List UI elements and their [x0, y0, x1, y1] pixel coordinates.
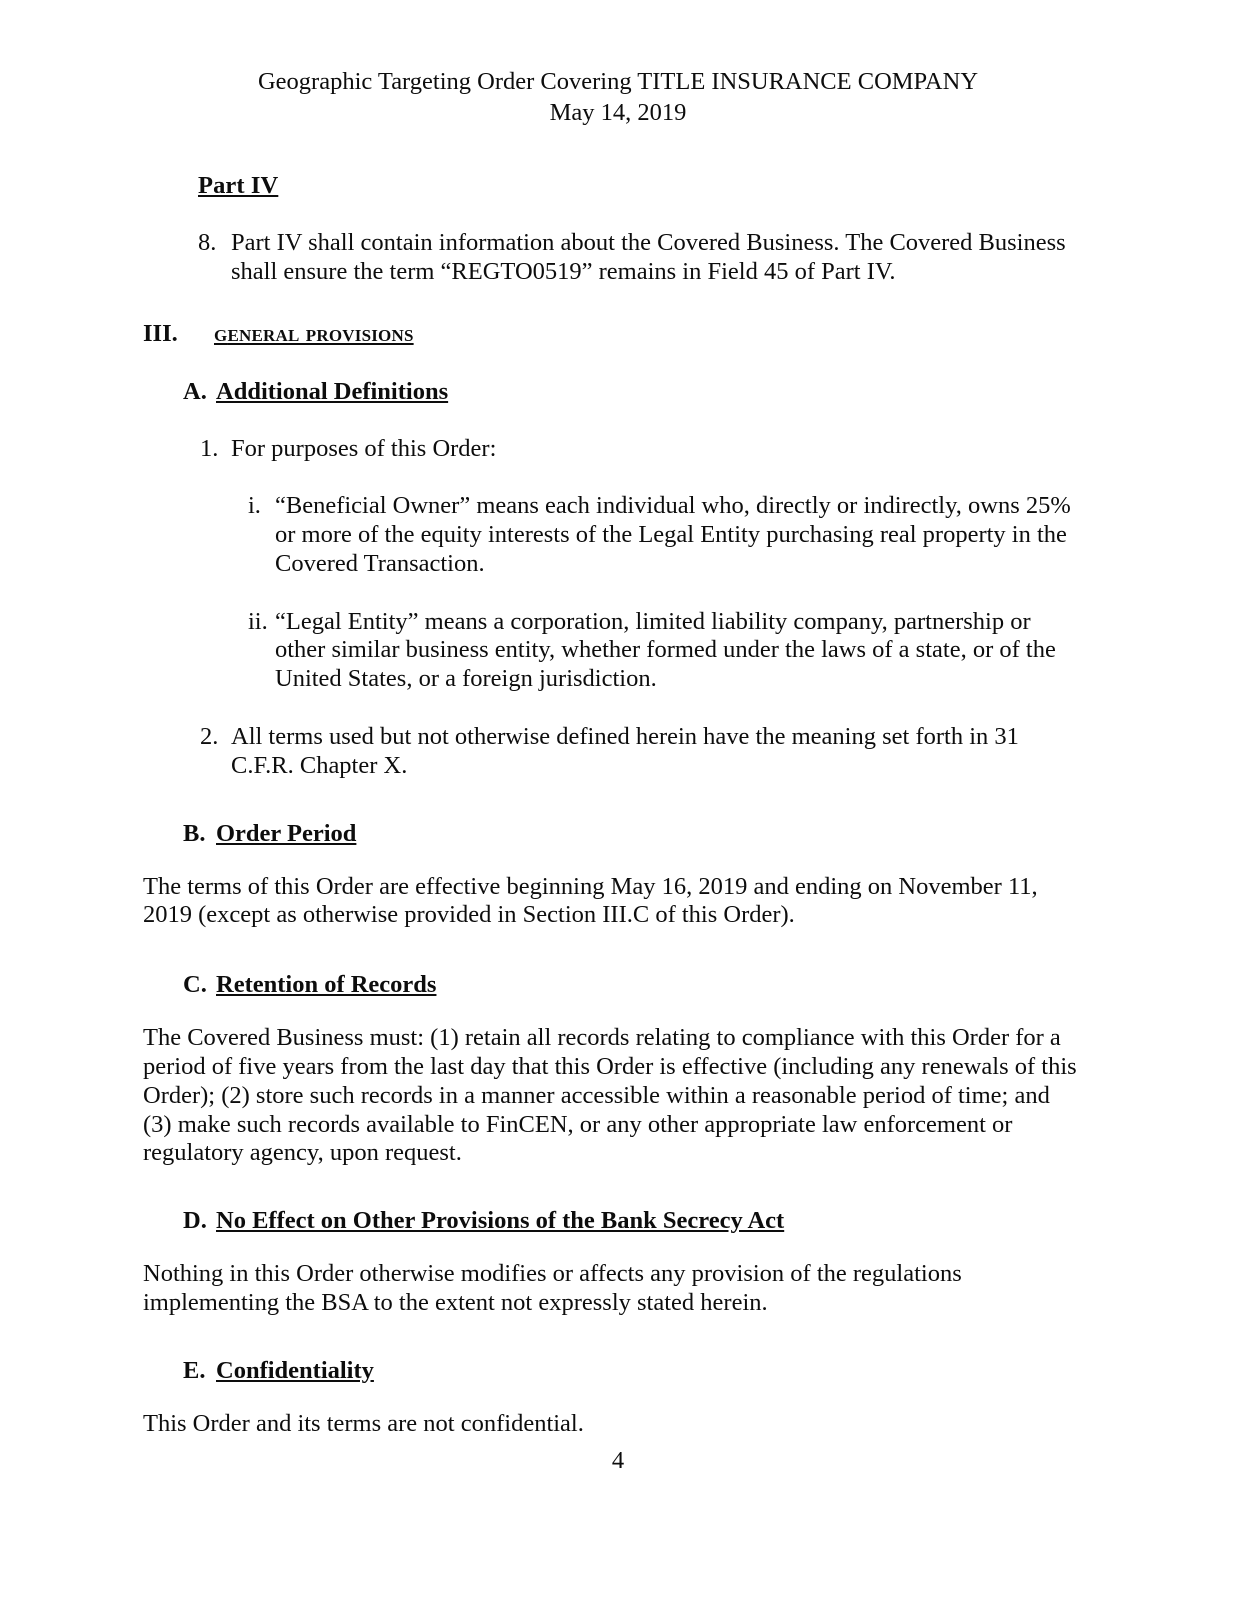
header-title-line: Geographic Targeting Order Covering TITLE INSURANCE COMPANY — [257, 68, 979, 95]
list-item-text: All terms used but not otherwise defined herein have the meaning set forth in 31 C.F.R. Chapter X. — [231, 723, 1019, 779]
list-marker: i. — [248, 492, 261, 520]
definition-item-i — [143, 492, 1078, 578]
list-item-text: For purposes of this Order: — [231, 434, 497, 462]
header-date-line: May 14, 2019 — [549, 99, 687, 127]
list-marker: ii. — [248, 607, 268, 635]
section-number: III. — [143, 319, 178, 347]
no-effect-paragraph: Nothing in this Order otherwise modifies or affects any provision of the regulations implementing the BSA to the extent not expressly stated herein. — [143, 1260, 962, 1316]
subsection-heading-b — [143, 820, 1078, 848]
document-header — [0, 66, 1236, 129]
part-iv-heading: Part IV — [198, 172, 279, 199]
list-marker: 8. — [198, 229, 217, 256]
subsection-title: No Effect on Other Provisions of the Bank Secrecy Act — [216, 1207, 785, 1235]
subsection-letter: A. — [183, 377, 207, 405]
section-heading-iii — [143, 320, 1078, 348]
subsection-title: Additional Definitions — [216, 377, 449, 405]
section-title: general provisions — [214, 319, 414, 347]
subsection-heading-a — [143, 378, 1078, 406]
list-item-2 — [143, 723, 1078, 781]
subsection-letter: D. — [183, 1207, 207, 1235]
definition-text: “Legal Entity” means a corporation, limited liability company, partnership or other similar business entity, whether formed under the laws of a state, or of the United States, or a foreign jurisdiction. — [275, 607, 1056, 693]
definition-text: “Beneficial Owner” means each individual who, directly or indirectly, owns 25% or more of the equity interests of the Legal Entity purchasing real property in the Covered Transaction. — [275, 492, 1071, 577]
subsection-heading-c — [143, 971, 1078, 999]
order-period-paragraph: The terms of this Order are effective beginning May 16, 2019 and ending on November 11, 2019 (except as otherwise provided in Section III.C of this Order). — [143, 872, 1038, 929]
list-item-8 — [143, 229, 1078, 287]
page-number: 4 — [611, 1447, 625, 1474]
subsection-letter: C. — [183, 971, 207, 999]
confidentiality-paragraph: This Order and its terms are not confidential. — [143, 1409, 584, 1437]
document-body — [143, 160, 1078, 1438]
list-item-text: Part IV shall contain information about the Covered Business. The Covered Business shall ensure the term “REGTO0519” remains in Field 45 of Part IV. — [231, 229, 1066, 285]
subsection-letter: B. — [183, 819, 206, 847]
retention-paragraph: The Covered Business must: (1) retain all records relating to compliance with this Order for a period of five years from the last day that this Order is effective (including any renewals of this Order); (2) store such records in a manner accessible within a reasonable period of time; and (3) make such records available to FinCEN, or any other appropriate law enforcement or regulatory agency, upon request. — [143, 1024, 1077, 1167]
list-marker: 1. — [200, 434, 219, 462]
definition-item-ii — [143, 608, 1078, 694]
subsection-letter: E. — [183, 1356, 206, 1384]
subsection-title: Confidentiality — [216, 1356, 374, 1384]
subsection-heading-e — [143, 1357, 1078, 1385]
subsection-title: Retention of Records — [216, 971, 437, 999]
list-marker: 2. — [200, 723, 219, 751]
subsection-title: Order Period — [216, 819, 357, 847]
list-item-1 — [143, 435, 1078, 464]
subsection-heading-d — [143, 1207, 1078, 1235]
part-iv-heading-row — [143, 172, 1078, 200]
